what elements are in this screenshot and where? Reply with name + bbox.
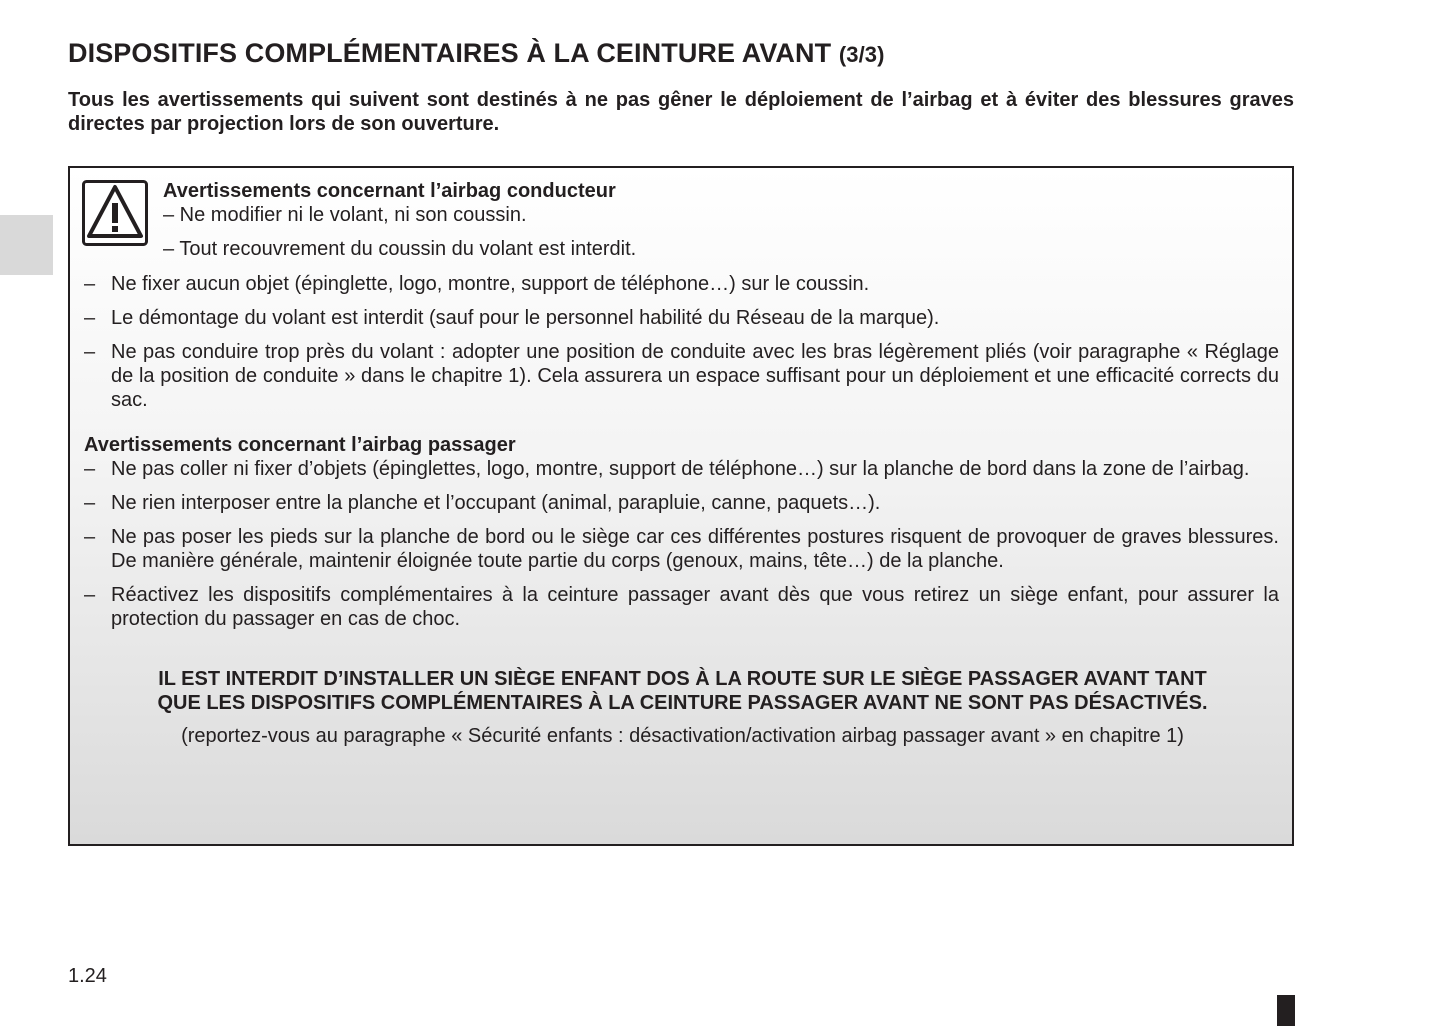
- driver-warning-list: [84, 272, 1279, 422]
- list-item: [84, 340, 1279, 412]
- section-tab-marker: [0, 215, 53, 275]
- list-dash: –: [84, 307, 96, 329]
- warning-triangle-icon: [82, 180, 148, 246]
- page-title-suffix: (3/3): [838, 42, 885, 67]
- list-item: [84, 457, 1279, 481]
- list-dash: –: [84, 341, 96, 363]
- list-item: [84, 306, 1279, 330]
- list-dash: –: [84, 526, 96, 548]
- list-item: [84, 272, 1279, 296]
- list-item-text: Le démontage du volant est interdit (sauf pour le personnel habilité du Réseau de la marque).: [111, 307, 940, 329]
- list-item: [84, 525, 1279, 573]
- warning-box: [68, 166, 1294, 846]
- list-item-text: Ne pas conduire trop près du volant : adopter une position de conduite avec les bras légèrement pliés (voir paragraphe « Réglage de la position de conduite » dans le chapitre 1). Cela assurera un espace suffisant pour un déploiement et une efficacité corrects du sac.: [111, 341, 1279, 411]
- list-dash: –: [84, 458, 96, 480]
- list-item: [84, 583, 1279, 631]
- passenger-airbag-heading: Avertissements concernant l’airbag passager: [84, 434, 516, 456]
- list-dash: –: [84, 273, 96, 295]
- driver-warning-line-1: – Ne modifier ni le volant, ni son coussin.: [163, 204, 527, 226]
- list-item-text: Ne fixer aucun objet (épinglette, logo, montre, support de téléphone…) sur le coussin.: [111, 273, 870, 295]
- list-item-text: Ne rien interposer entre la planche et l’occupant (animal, parapluie, canne, paquets…).: [111, 492, 881, 514]
- list-item: [84, 491, 1279, 515]
- child-seat-prohibition-line-1: IL EST INTERDIT D’INSTALLER UN SIÈGE ENFANT DOS À LA ROUTE SUR LE SIÈGE PASSAGER AVANT TANT: [158, 668, 1207, 690]
- passenger-warning-list: [84, 457, 1279, 641]
- intro-paragraph: Tous les avertissements qui suivent sont destinés à ne pas gêner le déploiement de l’airbag et à éviter des blessures graves directes par projection lors de son ouverture.: [68, 89, 1294, 135]
- page-number: 1.24: [68, 965, 107, 987]
- page-edge-marker: [1277, 995, 1295, 1026]
- child-seat-prohibition-line-2: QUE LES DISPOSITIFS COMPLÉMENTAIRES À LA CEINTURE PASSAGER AVANT NE SONT PAS DÉSACTIVÉS.: [157, 692, 1208, 714]
- driver-warning-line-2: – Tout recouvrement du coussin du volant est interdit.: [163, 238, 637, 260]
- driver-airbag-heading: Avertissements concernant l’airbag conducteur: [163, 180, 616, 202]
- page-title: [68, 36, 885, 72]
- page-title-main: DISPOSITIFS COMPLÉMENTAIRES À LA CEINTURE AVANT: [68, 38, 832, 68]
- list-dash: –: [84, 584, 96, 606]
- child-seat-prohibition: [100, 667, 1265, 715]
- list-item-text: Ne pas poser les pieds sur la planche de bord ou le siège car ces différentes postures risquent de provoquer de graves blessures. De manière générale, maintenir éloignée toute partie du corps (genoux, mains, tête…) de la planche.: [111, 526, 1279, 572]
- list-dash: –: [84, 492, 96, 514]
- chapter-reference-note: (reportez-vous au paragraphe « Sécurité enfants : désactivation/activation airbag passager avant » en chapitre 1): [181, 725, 1184, 747]
- list-item-text: Ne pas coller ni fixer d’objets (épinglettes, logo, montre, support de téléphone…) sur la planche de bord dans la zone de l’airbag.: [111, 458, 1250, 480]
- list-item-text: Réactivez les dispositifs complémentaires à la ceinture passager avant dès que vous retirez un siège enfant, pour assurer la protection du passager en cas de choc.: [111, 584, 1279, 630]
